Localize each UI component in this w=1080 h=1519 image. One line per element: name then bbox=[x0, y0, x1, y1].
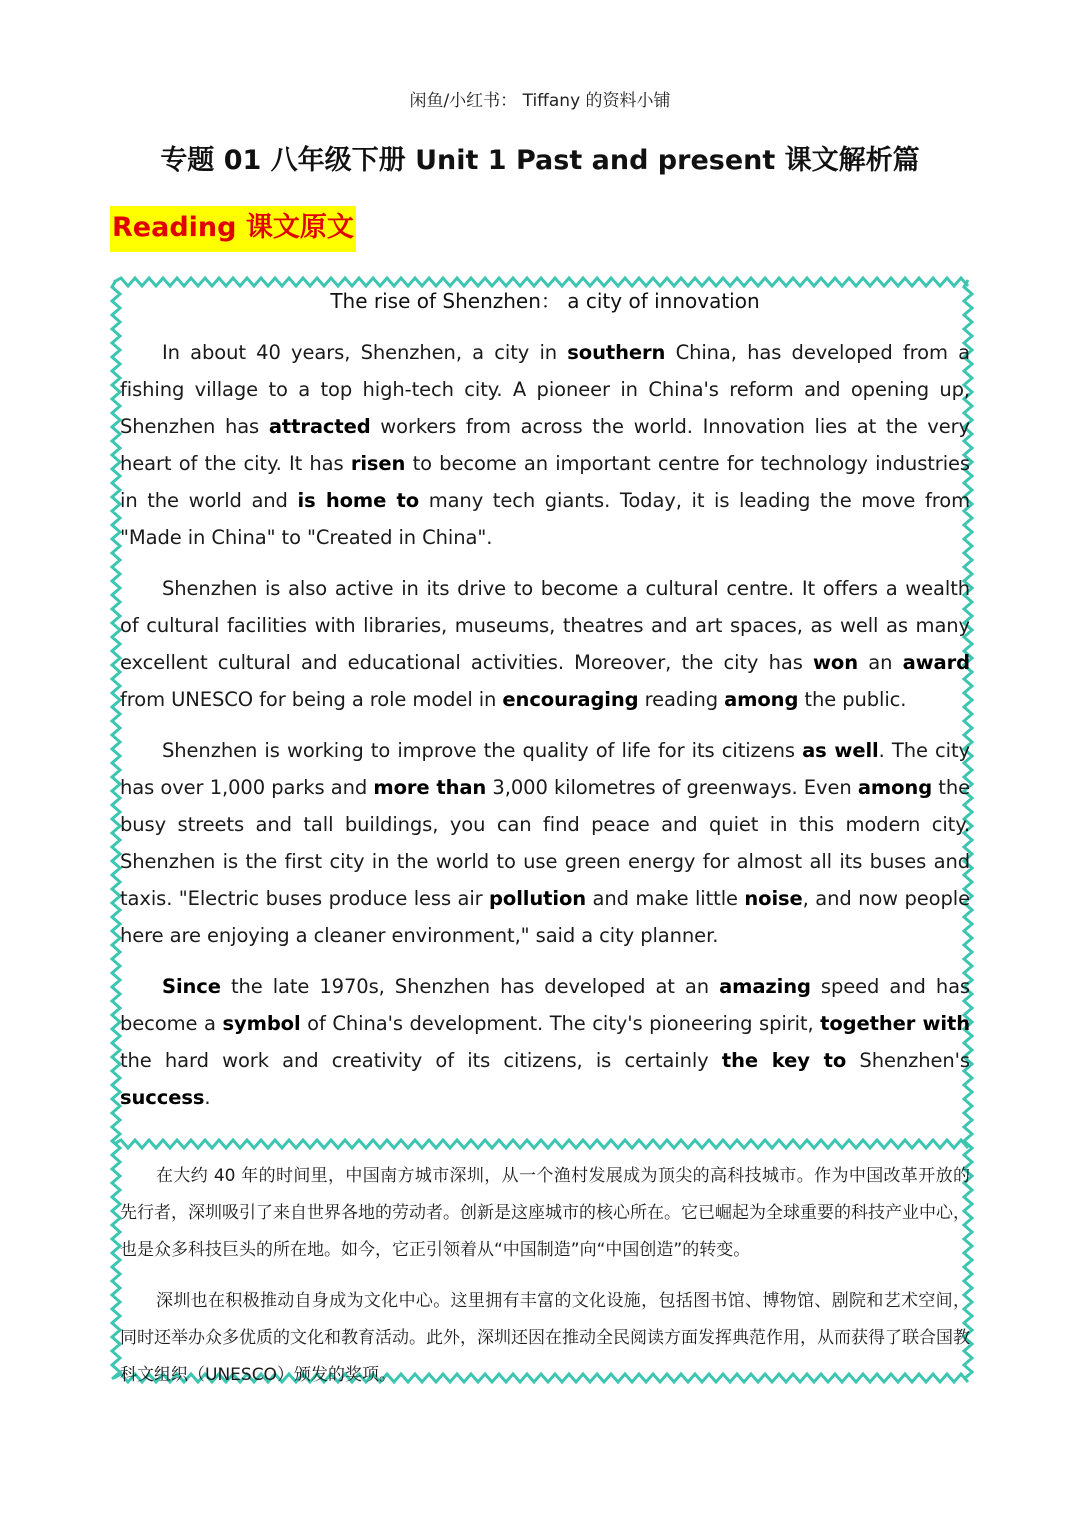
section-tag: Reading 课文原文 bbox=[110, 206, 356, 252]
article-title-main: The rise of Shenzhen： bbox=[330, 289, 561, 313]
text-segment: . bbox=[204, 1086, 211, 1109]
key-term: won bbox=[813, 651, 858, 674]
key-term: as well bbox=[802, 739, 879, 762]
page-header: 闲鱼/小红书： Tiffany 的资料小铺 bbox=[409, 91, 671, 111]
article-content bbox=[120, 284, 970, 1408]
text-segment: and make little bbox=[586, 887, 745, 910]
article-title-sub: a city of innovation bbox=[560, 289, 760, 313]
page-title: 专题 01 八年级下册 Unit 1 Past and present 课文解析篇 bbox=[160, 145, 920, 176]
translation-paragraph: 深圳也在积极推动自身成为文化中心。这里拥有丰富的文化设施，包括图书馆、博物馆、剧院和艺术空间，同时还举办众多优质的文化和教育活动。此外，深圳还因在推动全民阅读方面发挥典范作用，从而获得了联合国教科文组织（UNESCO）颁发的奖项。 bbox=[120, 1291, 970, 1385]
text-segment: workers from across the world. Innovation lies at the very heart of the city. It has bbox=[120, 415, 970, 475]
text-segment: from UNESCO for being a role model in bbox=[120, 688, 503, 711]
text-segment: the public. bbox=[798, 688, 907, 711]
text-segment: of China's development. The city's pioneering spirit, bbox=[300, 1012, 821, 1035]
text-segment: China, has developed from a fishing village to a top high-tech city. A pioneer in China's reform and opening up, Shenzhen has bbox=[120, 341, 971, 438]
key-term: noise bbox=[744, 887, 803, 910]
key-term: amazing bbox=[719, 975, 811, 998]
key-term: the key to bbox=[721, 1049, 847, 1072]
key-term: southern bbox=[567, 341, 666, 364]
text-segment: an bbox=[858, 651, 903, 674]
key-term: among bbox=[724, 688, 799, 711]
text-segment: . The city has over 1,000 parks and bbox=[120, 739, 970, 799]
text-segment: Shenzhen is also active in its drive to become a cultural centre. It offers a wealth of cultural facilities with libraries, museums, theatres and art spaces, as well as many excellent cultural and educational activities. Moreover, the city has bbox=[120, 577, 970, 674]
text-segment: the late 1970s, Shenzhen has developed at an bbox=[220, 975, 720, 998]
key-term: success bbox=[120, 1086, 205, 1109]
divider-line bbox=[114, 1140, 968, 1148]
text-segment: reading bbox=[638, 688, 725, 711]
text-segment: many tech giants. Today, it is leading the move from "Made in China" to "Created in China". bbox=[120, 489, 970, 549]
article-paragraph bbox=[120, 570, 970, 718]
translation-paragraph: 在大约 40 年的时间里，中国南方城市深圳，从一个渔村发展成为顶尖的高科技城市。作为中国改革开放的先行者，深圳吸引了来自世界各地的劳动者。创新是这座城市的核心所在。它已崛起为全球重要的科技产业中心，也是众多科技巨头的所在地。如今，它正引领着从“中国制造”向“中国创造”的转变。 bbox=[120, 1166, 970, 1260]
translation-paragraphs bbox=[120, 1158, 970, 1394]
article-paragraphs bbox=[120, 334, 970, 1116]
text-segment: 3,000 kilometres of greenways. Even bbox=[486, 776, 858, 799]
key-term: among bbox=[857, 776, 933, 799]
key-term: pollution bbox=[489, 887, 587, 910]
text-segment: speed and has become a bbox=[120, 975, 970, 1035]
key-term: more than bbox=[373, 776, 487, 799]
zigzag-divider bbox=[108, 1138, 976, 1150]
key-term: symbol bbox=[222, 1012, 301, 1035]
key-term: risen bbox=[350, 452, 406, 475]
text-segment: Shenzhen is working to improve the quality of life for its citizens bbox=[162, 739, 803, 762]
border-left bbox=[112, 280, 120, 1379]
key-term: attracted bbox=[268, 415, 371, 438]
text-segment: the busy streets and tall buildings, you can find peace and quiet in this modern city. Shenzhen is the first city in the world to use green energy for almost all its buses and taxis. "Electric buses produce less air bbox=[120, 776, 970, 910]
key-term: Since bbox=[162, 975, 221, 998]
article-title bbox=[120, 284, 970, 318]
key-term: together with bbox=[820, 1012, 971, 1035]
text-segment: , and now people here are enjoying a cleaner environment," said a city planner. bbox=[120, 887, 970, 947]
article-paragraph bbox=[120, 732, 970, 954]
key-term: encouraging bbox=[502, 688, 639, 711]
article-paragraph bbox=[120, 968, 970, 1116]
key-term: award bbox=[902, 651, 970, 674]
text-segment: the hard work and creativity of its citizens, is certainly bbox=[120, 1049, 722, 1072]
article-paragraph bbox=[120, 334, 970, 556]
text-segment: to become an important centre for technology industries in the world and bbox=[120, 452, 970, 512]
text-segment: In about 40 years, Shenzhen, a city in bbox=[162, 341, 568, 364]
text-segment: Shenzhen's bbox=[846, 1049, 970, 1072]
key-term: is home to bbox=[297, 489, 420, 512]
